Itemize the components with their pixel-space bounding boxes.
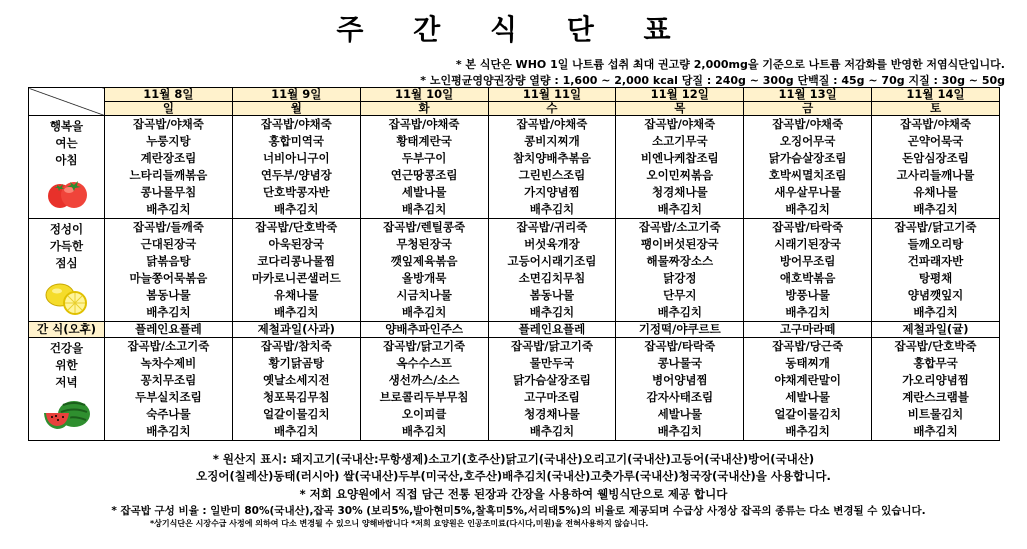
menu-item: 잡곡밥/닭고기죽 bbox=[510, 339, 593, 353]
menu-item: 배추김치 bbox=[785, 202, 830, 216]
menu-item: 꽁치무조림 bbox=[140, 373, 197, 387]
menu-item: 배추김치 bbox=[913, 424, 958, 438]
menu-item: 세발나물 bbox=[785, 390, 830, 404]
lunch-col bbox=[488, 219, 616, 322]
dinner-col bbox=[360, 338, 488, 441]
snack-cell: 플레인요플레 bbox=[488, 322, 616, 338]
breakfast-label-cell bbox=[29, 116, 105, 219]
dinner-col bbox=[105, 338, 233, 441]
menu-item: 배추김치 bbox=[913, 305, 958, 319]
date-cell: 11월 8일 bbox=[105, 88, 233, 102]
weekly-menu-table bbox=[28, 87, 1000, 441]
day-cell: 일 bbox=[105, 102, 233, 116]
menu-item: 유채나물 bbox=[274, 288, 319, 302]
menu-item: 배추김치 bbox=[657, 202, 703, 216]
menu-item: 얼갈이물김치 bbox=[262, 407, 330, 421]
menu-item: 새우살무나물 bbox=[774, 185, 841, 199]
menu-item: 고사리들깨나물 bbox=[896, 168, 975, 182]
menu-item: 잡곡밥/단호박죽 bbox=[894, 339, 977, 353]
lunch-col bbox=[105, 219, 233, 322]
menu-item: 계란스크램블 bbox=[902, 390, 969, 404]
menu-item: 홍합무국 bbox=[913, 356, 958, 370]
snack-row bbox=[29, 322, 1000, 338]
menu-item: 배추김치 bbox=[146, 202, 191, 216]
menu-item: 해물짜장소스 bbox=[646, 254, 714, 268]
menu-item: 배추김치 bbox=[657, 305, 703, 319]
snack-cell: 기정떡/야쿠르트 bbox=[616, 322, 744, 338]
snack-cell: 플레인요플레 bbox=[105, 322, 233, 338]
menu-item: 콩나물무침 bbox=[140, 185, 197, 199]
day-cell: 토 bbox=[872, 102, 1000, 116]
origin-note: * 원산지 표시: 돼지고기(국내산:무항생제)소고기(호주산)닭고기(국내산)오리고기(국내산)고등어(국내산)방어(국내산) bbox=[212, 452, 815, 466]
menu-item: 비엔나케찹조림 bbox=[640, 151, 719, 165]
dinner-col bbox=[232, 338, 360, 441]
snack-label: 간 식(오후) bbox=[29, 322, 105, 338]
menu-item: 배추김치 bbox=[785, 305, 830, 319]
menu-item: 코다리콩나물찜 bbox=[257, 254, 336, 268]
lunch-col bbox=[872, 219, 1000, 322]
tomato-icon bbox=[45, 175, 89, 211]
dinner-col bbox=[488, 338, 616, 441]
menu-item: 무청된장국 bbox=[396, 237, 452, 251]
menu-item: 닭가슴살장조림 bbox=[768, 151, 847, 165]
lunch-col bbox=[616, 219, 744, 322]
dinner-col bbox=[616, 338, 744, 441]
menu-item: 올방개묵 bbox=[401, 271, 447, 285]
menu-item: 애호박볶음 bbox=[779, 271, 836, 285]
menu-item: 호박씨멸치조림 bbox=[768, 168, 847, 182]
menu-item: 얼갈이물김치 bbox=[774, 407, 841, 421]
menu-item: 탕평채 bbox=[918, 271, 953, 285]
menu-item: 버섯육개장 bbox=[524, 237, 580, 251]
sauce-note: * 저희 요양원에서 직접 담근 전통 된장과 간장을 사용하여 웰빙식단으로 제공 합니다 bbox=[299, 487, 728, 501]
menu-item: 들깨오리탕 bbox=[907, 237, 964, 251]
menu-item: 숙주나물 bbox=[146, 407, 191, 421]
menu-item: 그린빈스조림 bbox=[518, 168, 586, 182]
date-cell: 11월 9일 bbox=[232, 88, 360, 102]
menu-item: 비트물김치 bbox=[907, 407, 964, 421]
menu-item: 배추김치 bbox=[657, 424, 703, 438]
date-cell: 11월 11일 bbox=[488, 88, 616, 102]
menu-item: 배추김치 bbox=[274, 202, 319, 216]
menu-item: 녹차수제비 bbox=[140, 356, 197, 370]
menu-item: 봄동나물 bbox=[529, 288, 575, 302]
day-cell: 목 bbox=[616, 102, 744, 116]
menu-item: 오이민찌볶음 bbox=[646, 168, 714, 182]
menu-item: 고구마조림 bbox=[524, 390, 580, 404]
menu-item: 잡곡밥/참치죽 bbox=[260, 339, 332, 353]
menu-item: 단무지 bbox=[663, 288, 697, 302]
disclaimer-note: *상기식단은 시장수급 사정에 의하여 다소 변경될 수 있으니 양해바랍니다 *저희 요양원은 인공조미료(다시다,미원)을 전혀사용하지 않습니다. bbox=[150, 519, 649, 528]
watermelon-icon bbox=[41, 397, 93, 431]
menu-item: 배추김치 bbox=[146, 424, 191, 438]
menu-item: 병어양념찜 bbox=[652, 373, 708, 387]
lemon-icon bbox=[43, 278, 91, 316]
nutrition-note: * 노인평균영양권장량 열량 : 1,600 ~ 2,000 kcal 당질 : 240g ~ 300g 단백질 : 45g ~ 70g 지질 : 30g ~ 50g bbox=[420, 74, 1005, 87]
day-cell: 월 bbox=[232, 102, 360, 116]
date-cell: 11월 10일 bbox=[360, 88, 488, 102]
menu-item: 물만두국 bbox=[529, 356, 575, 370]
menu-item: 잡곡밥/당근죽 bbox=[772, 339, 844, 353]
snack-cell: 제철과일(사과) bbox=[232, 322, 360, 338]
menu-item: 배추김치 bbox=[785, 424, 830, 438]
menu-item: 아욱된장국 bbox=[268, 237, 325, 251]
menu-item: 콩나물국 bbox=[657, 356, 703, 370]
menu-item: 잡곡밥/타락죽 bbox=[644, 339, 716, 353]
menu-item: 황기닭곰탕 bbox=[268, 356, 325, 370]
sodium-note: * 본 식단은 WHO 1일 나트륨 섭취 최대 권고량 2,000mg을 기준으로 나트륨 저감화를 반영한 저염식단입니다. bbox=[455, 58, 1005, 71]
menu-item: 근대된장국 bbox=[140, 237, 197, 251]
menu-item: 고등어시래기조림 bbox=[507, 254, 597, 268]
meal-label-line: 정성이 bbox=[49, 222, 84, 236]
dinner-row bbox=[29, 338, 1000, 441]
menu-item: 잡곡밥/야채죽 bbox=[644, 117, 716, 131]
menu-item: 유채나물 bbox=[913, 185, 958, 199]
menu-item: 콩비지찌개 bbox=[524, 134, 580, 148]
meal-label-line: 행복을 bbox=[49, 119, 84, 133]
menu-item: 배추김치 bbox=[529, 424, 575, 438]
dinner-col bbox=[872, 338, 1000, 441]
menu-item: 배추김치 bbox=[274, 305, 319, 319]
menu-item: 참치양배추볶음 bbox=[513, 151, 591, 165]
lunch-col bbox=[744, 219, 872, 322]
menu-item: 누룽지탕 bbox=[146, 134, 191, 148]
page-title: 주 간 식 단 표 bbox=[336, 13, 691, 46]
menu-item: 돈암심장조림 bbox=[902, 151, 969, 165]
lunch-row bbox=[29, 219, 1000, 322]
menu-item: 계란장조림 bbox=[140, 151, 197, 165]
dinner-label-cell bbox=[29, 338, 105, 441]
menu-item: 잡곡밥/야채죽 bbox=[260, 117, 332, 131]
menu-item: 배추김치 bbox=[529, 305, 575, 319]
dinner-col bbox=[744, 338, 872, 441]
menu-item: 배추김치 bbox=[529, 202, 575, 216]
snack-cell: 제철과일(귤) bbox=[872, 322, 1000, 338]
menu-item: 두부구이 bbox=[401, 151, 447, 165]
menu-item: 두부실치조림 bbox=[135, 390, 202, 404]
day-cell: 수 bbox=[488, 102, 616, 116]
meal-label-line: 위한 bbox=[55, 358, 78, 372]
menu-item: 가지양념찜 bbox=[524, 185, 580, 199]
day-cell: 금 bbox=[744, 102, 872, 116]
menu-item: 마카로니콘샐러드 bbox=[251, 271, 341, 285]
menu-item: 오징어무국 bbox=[779, 134, 836, 148]
menu-item: 닭가슴살장조림 bbox=[513, 373, 591, 387]
menu-item: 배추김치 bbox=[401, 305, 447, 319]
day-row bbox=[29, 102, 1000, 116]
menu-item: 잡곡밥/야채죽 bbox=[516, 117, 588, 131]
meal-label-line: 점심 bbox=[55, 256, 78, 270]
date-cell: 11월 14일 bbox=[872, 88, 1000, 102]
menu-item: 잡곡밥/야채죽 bbox=[388, 117, 460, 131]
meal-label-line: 건강을 bbox=[49, 341, 84, 355]
menu-item: 배추김치 bbox=[401, 202, 447, 216]
meal-label-line: 여는 bbox=[55, 136, 78, 150]
menu-item: 시래기된장국 bbox=[774, 237, 841, 251]
menu-item: 청경채나물 bbox=[524, 407, 580, 421]
breakfast-col bbox=[744, 116, 872, 219]
menu-item: 느타리들깨볶음 bbox=[129, 168, 208, 182]
menu-item: 양념깻잎지 bbox=[907, 288, 964, 302]
breakfast-row bbox=[29, 116, 1000, 219]
meal-label-line: 아침 bbox=[55, 153, 78, 167]
menu-item: 시금치나물 bbox=[396, 288, 452, 302]
meal-label-line: 가득한 bbox=[49, 239, 84, 253]
date-cell: 11월 12일 bbox=[616, 88, 744, 102]
menu-item: 마늘쫑어묵볶음 bbox=[129, 271, 208, 285]
menu-item: 세발나물 bbox=[657, 407, 703, 421]
menu-item: 야채계란말이 bbox=[774, 373, 841, 387]
breakfast-col bbox=[616, 116, 744, 219]
menu-item: 잡곡밥/소고기죽 bbox=[127, 339, 210, 353]
lunch-col bbox=[360, 219, 488, 322]
breakfast-col bbox=[488, 116, 616, 219]
menu-item: 잡곡밥/야채죽 bbox=[772, 117, 844, 131]
day-cell: 화 bbox=[360, 102, 488, 116]
menu-item: 배추김치 bbox=[274, 424, 319, 438]
breakfast-col bbox=[105, 116, 233, 219]
menu-item: 소고기무국 bbox=[652, 134, 708, 148]
menu-item: 팽이버섯된장국 bbox=[640, 237, 719, 251]
menu-item: 닭강정 bbox=[663, 271, 697, 285]
menu-item: 소면김치무침 bbox=[518, 271, 586, 285]
menu-item: 청경채나물 bbox=[652, 185, 708, 199]
menu-item: 가오리양념찜 bbox=[902, 373, 969, 387]
grain-ratio-note: * 잡곡밥 구성 비율 : 일반미 80%(국내산),잡곡 30% (보리5%,발아현미5%,찰흑미5%,서리태5%)의 비율로 제공되며 수급상 사정상 잡곡의 종류는 다소 변경될 수 있습니다. bbox=[111, 505, 926, 517]
menu-item: 너비아니구이 bbox=[262, 151, 330, 165]
breakfast-col bbox=[232, 116, 360, 219]
menu-item: 잡곡밥/단호박죽 bbox=[255, 220, 338, 234]
snack-cell: 양배추파인주스 bbox=[360, 322, 488, 338]
menu-item: 잡곡밥/닭고기죽 bbox=[383, 339, 466, 353]
breakfast-col bbox=[360, 116, 488, 219]
menu-item: 건파래자반 bbox=[907, 254, 964, 268]
corner-cell bbox=[29, 88, 105, 116]
menu-item: 깻잎제육볶음 bbox=[390, 254, 458, 268]
menu-item: 배추김치 bbox=[913, 202, 958, 216]
menu-item: 감자사태조림 bbox=[646, 390, 714, 404]
menu-item: 잡곡밥/야채죽 bbox=[900, 117, 971, 131]
menu-item: 생선까스/소스 bbox=[388, 373, 460, 387]
menu-item: 단호박콩자반 bbox=[262, 185, 330, 199]
menu-item: 브로콜리두부무침 bbox=[379, 390, 469, 404]
origin-note-continued: 오징어(칠레산)동태(러시아) 쌀(국내산)두부(미국산,호주산)배추김치(국내산)고춧가루(국내산)청국장(국내산)을 사용합니다. bbox=[196, 469, 831, 483]
menu-item: 오이피클 bbox=[401, 407, 447, 421]
menu-item: 곤약어묵국 bbox=[907, 134, 964, 148]
date-row bbox=[29, 88, 1000, 102]
menu-item: 방어무조림 bbox=[779, 254, 836, 268]
menu-item: 봄동나물 bbox=[146, 288, 191, 302]
menu-item: 잡곡밥/들깨죽 bbox=[132, 220, 204, 234]
date-cell: 11월 13일 bbox=[744, 88, 872, 102]
lunch-label-cell bbox=[29, 219, 105, 322]
menu-item: 닭볶음탕 bbox=[146, 254, 191, 268]
snack-cell: 고구마라떼 bbox=[744, 322, 872, 338]
menu-item: 옛날소세지전 bbox=[262, 373, 330, 387]
menu-item: 잡곡밥/귀리죽 bbox=[516, 220, 588, 234]
menu-item: 잡곡밥/소고기죽 bbox=[638, 220, 721, 234]
menu-item: 홍합미역국 bbox=[268, 134, 325, 148]
menu-item: 연근땅콩조림 bbox=[390, 168, 458, 182]
menu-item: 동태찌개 bbox=[785, 356, 830, 370]
lunch-col bbox=[232, 219, 360, 322]
menu-item: 잡곡밥/렌틸콩죽 bbox=[383, 220, 466, 234]
menu-item: 잡곡밥/닭고기죽 bbox=[894, 220, 977, 234]
menu-item: 배추김치 bbox=[401, 424, 447, 438]
menu-item: 방풍나물 bbox=[785, 288, 830, 302]
meal-label-line: 저녁 bbox=[55, 375, 78, 389]
menu-item: 연두부/양념장 bbox=[260, 168, 332, 182]
menu-item: 옥수수스프 bbox=[396, 356, 452, 370]
menu-item: 청포묵김무침 bbox=[262, 390, 330, 404]
menu-item: 황태계란국 bbox=[396, 134, 452, 148]
menu-item: 잡곡밥/타락죽 bbox=[772, 220, 844, 234]
menu-item: 배추김치 bbox=[146, 305, 191, 319]
menu-item: 잡곡밥/야채죽 bbox=[132, 117, 204, 131]
breakfast-col bbox=[872, 116, 1000, 219]
menu-item: 세발나물 bbox=[401, 185, 447, 199]
